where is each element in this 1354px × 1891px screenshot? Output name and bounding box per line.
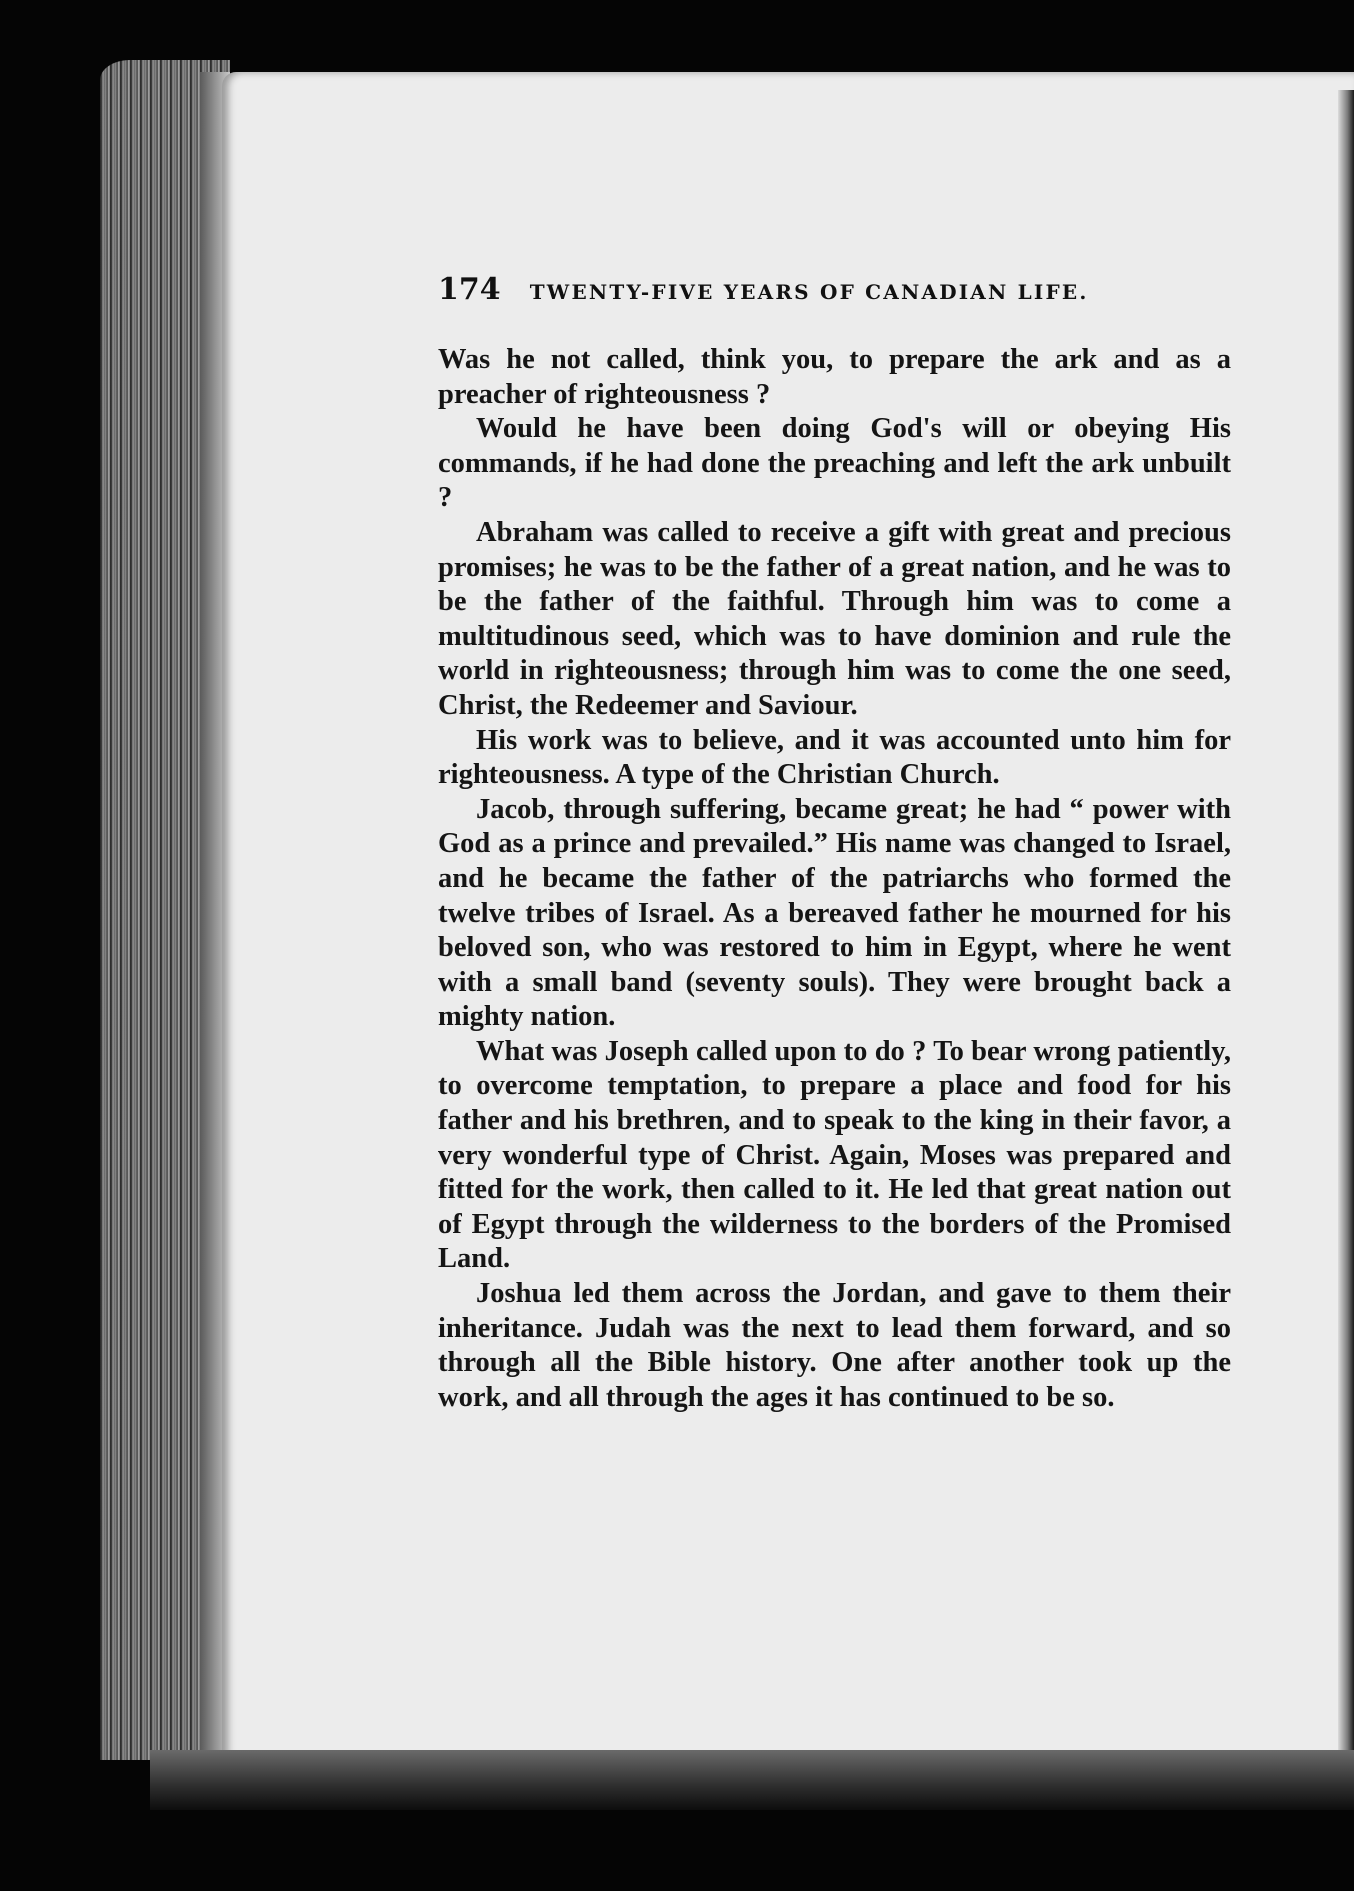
paragraph: His work was to believe, and it was accounted unto him for righteousness. A type of the Christian Church. bbox=[438, 724, 1231, 791]
page-header bbox=[438, 272, 1238, 312]
paragraph: Joshua led them across the Jordan, and gave to them their inheritance. Judah was the next to lead them forward, and so through all the Bible history. One after another took up the work, and all through the ages it has continued to be so. bbox=[438, 1278, 1231, 1413]
paragraph: Would he have been doing God's will or obeying His commands, if he had done the preaching and left the ark unbuilt ? bbox=[438, 413, 1231, 514]
page-bottom-edge bbox=[150, 1750, 1354, 1810]
body-text bbox=[438, 343, 1231, 1415]
running-head: TWENTY-FIVE YEARS OF CANADIAN LIFE. bbox=[529, 280, 1089, 304]
page-number: 174 bbox=[438, 272, 501, 307]
page-right-edge bbox=[1338, 90, 1354, 1770]
paragraph: Jacob, through suffering, became great; he had “ power with God as a prince and prevailed.” His name was changed to Israel, and he became the father of the patriarchs who formed the twelve tribes of Israel. As a bereaved father he mourned for his beloved son, who was restored to him in Egypt, where he went with a small band (seventy souls). They were brought back a mighty nation. bbox=[438, 793, 1231, 1033]
paragraph: What was Joseph called upon to do ? To bear wrong patiently, to overcome temptation, to prepare a place and food for his father and his brethren, and to speak to the king in their favor, a very wonderful type of Christ. Again, Moses was prepared and fitted for the work, then called to it. He led that great nation out of Egypt through the wilderness to the borders of the Promised Land. bbox=[438, 1035, 1231, 1275]
paragraph: Abraham was called to receive a gift with great and precious promises; he was to be the father of a great nation, and he was to be the father of the faithful. Through him was to come a multitudinous seed, which was to have dominion and rule the world in righteousness; through him was to come the one seed, Christ, the Redeemer and Saviour. bbox=[438, 516, 1231, 721]
paragraph: Was he not called, think you, to prepare the ark and as a preacher of righteousness ? bbox=[438, 344, 1231, 410]
